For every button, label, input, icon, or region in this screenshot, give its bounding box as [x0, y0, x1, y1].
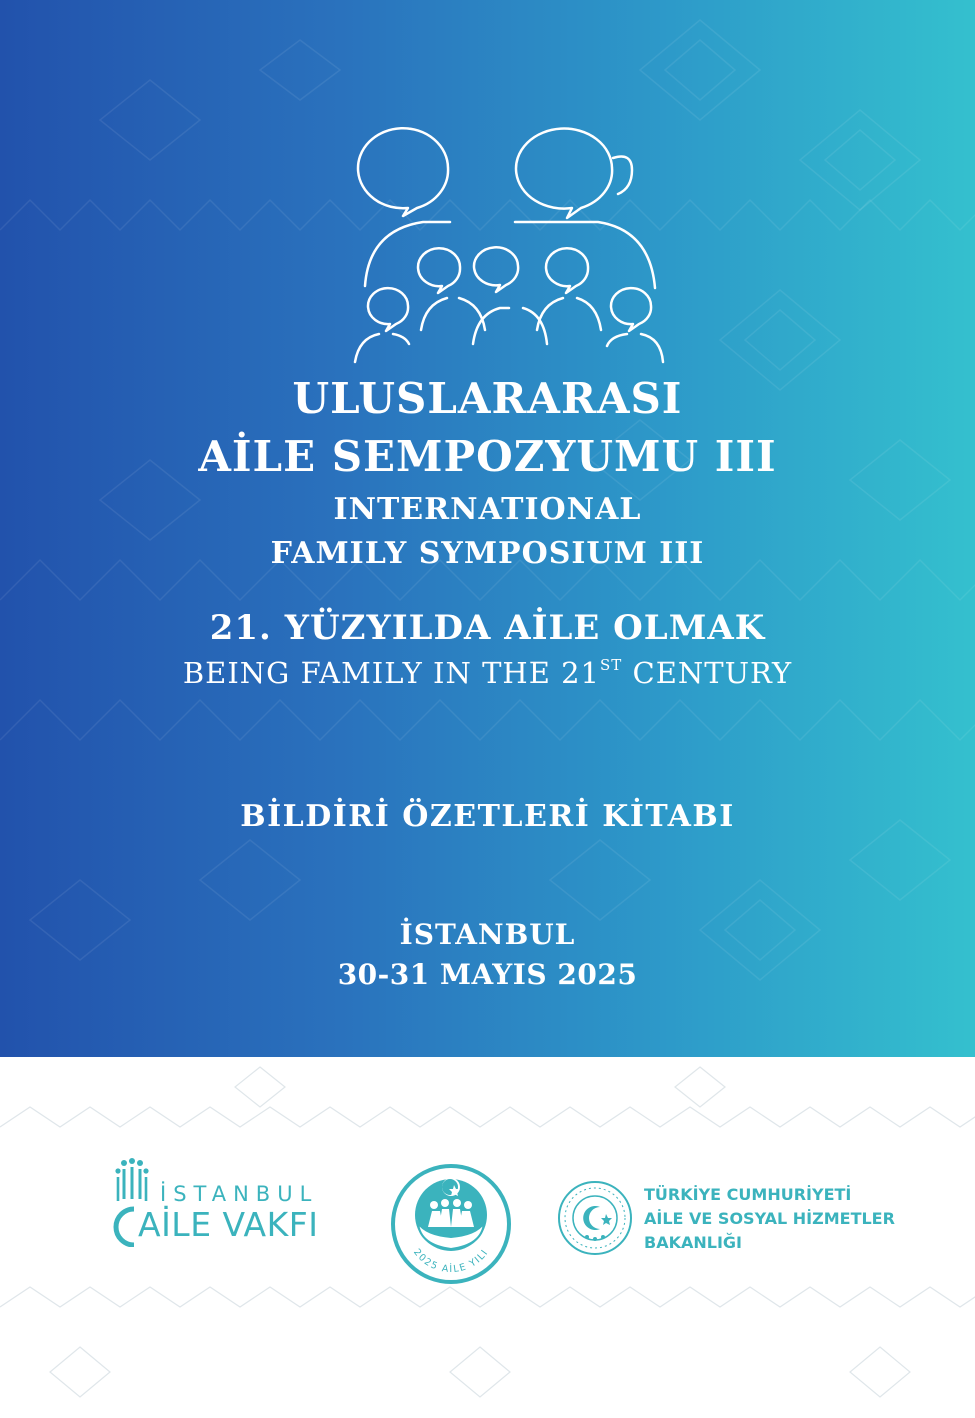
family-hands-emblem-icon [388, 1161, 514, 1287]
event-city: İSTANBUL [399, 918, 576, 951]
symposium-title-tr-line1: ULUSLARARASI [292, 374, 683, 423]
ministry-logo [556, 1179, 896, 1259]
istanbul-aile-vakfi-logo [110, 1157, 350, 1247]
ministry-line-2: AİLE VE SOSYAL HİZMETLER [644, 1209, 895, 1228]
family-speech-bubbles-icon [345, 118, 670, 368]
vakfi-istanbul-text: İSTANBUL [160, 1182, 319, 1206]
theme-title-en [0, 656, 975, 690]
event-date: 30-31 MAYIS 2025 [337, 958, 638, 991]
theme-en-main: BEING FAMILY IN THE 21 [182, 656, 600, 690]
cover-footer [0, 1057, 975, 1418]
symposium-title-en-line1: INTERNATIONAL [333, 492, 642, 527]
theme-title-tr: 21. YÜZYILDA AİLE OLMAK [209, 608, 766, 648]
theme-en-superscript: ST [600, 656, 623, 674]
aile-yili-text: 2025 AİLE YILI [410, 1246, 491, 1276]
ministry-line-1: TÜRKİYE CUMHURİYETİ [644, 1185, 852, 1204]
ministry-line-3: BAKANLIĞI [644, 1233, 742, 1252]
symposium-title-tr-line2: AİLE SEMPOZYUMU III [198, 432, 777, 481]
book-title: BİLDİRİ ÖZETLERİ KİTABI [240, 799, 735, 834]
symposium-title-en-line2: FAMILY SYMPOSIUM III [270, 536, 705, 571]
svg-text:2025 AİLE YILI [411, 1247, 491, 1275]
theme-en-rest: CENTURY [622, 656, 793, 690]
vakfi-aile-vakfi-text: AİLE VAKFI [138, 1205, 319, 1244]
ministry-emblem-icon [556, 1179, 634, 1257]
